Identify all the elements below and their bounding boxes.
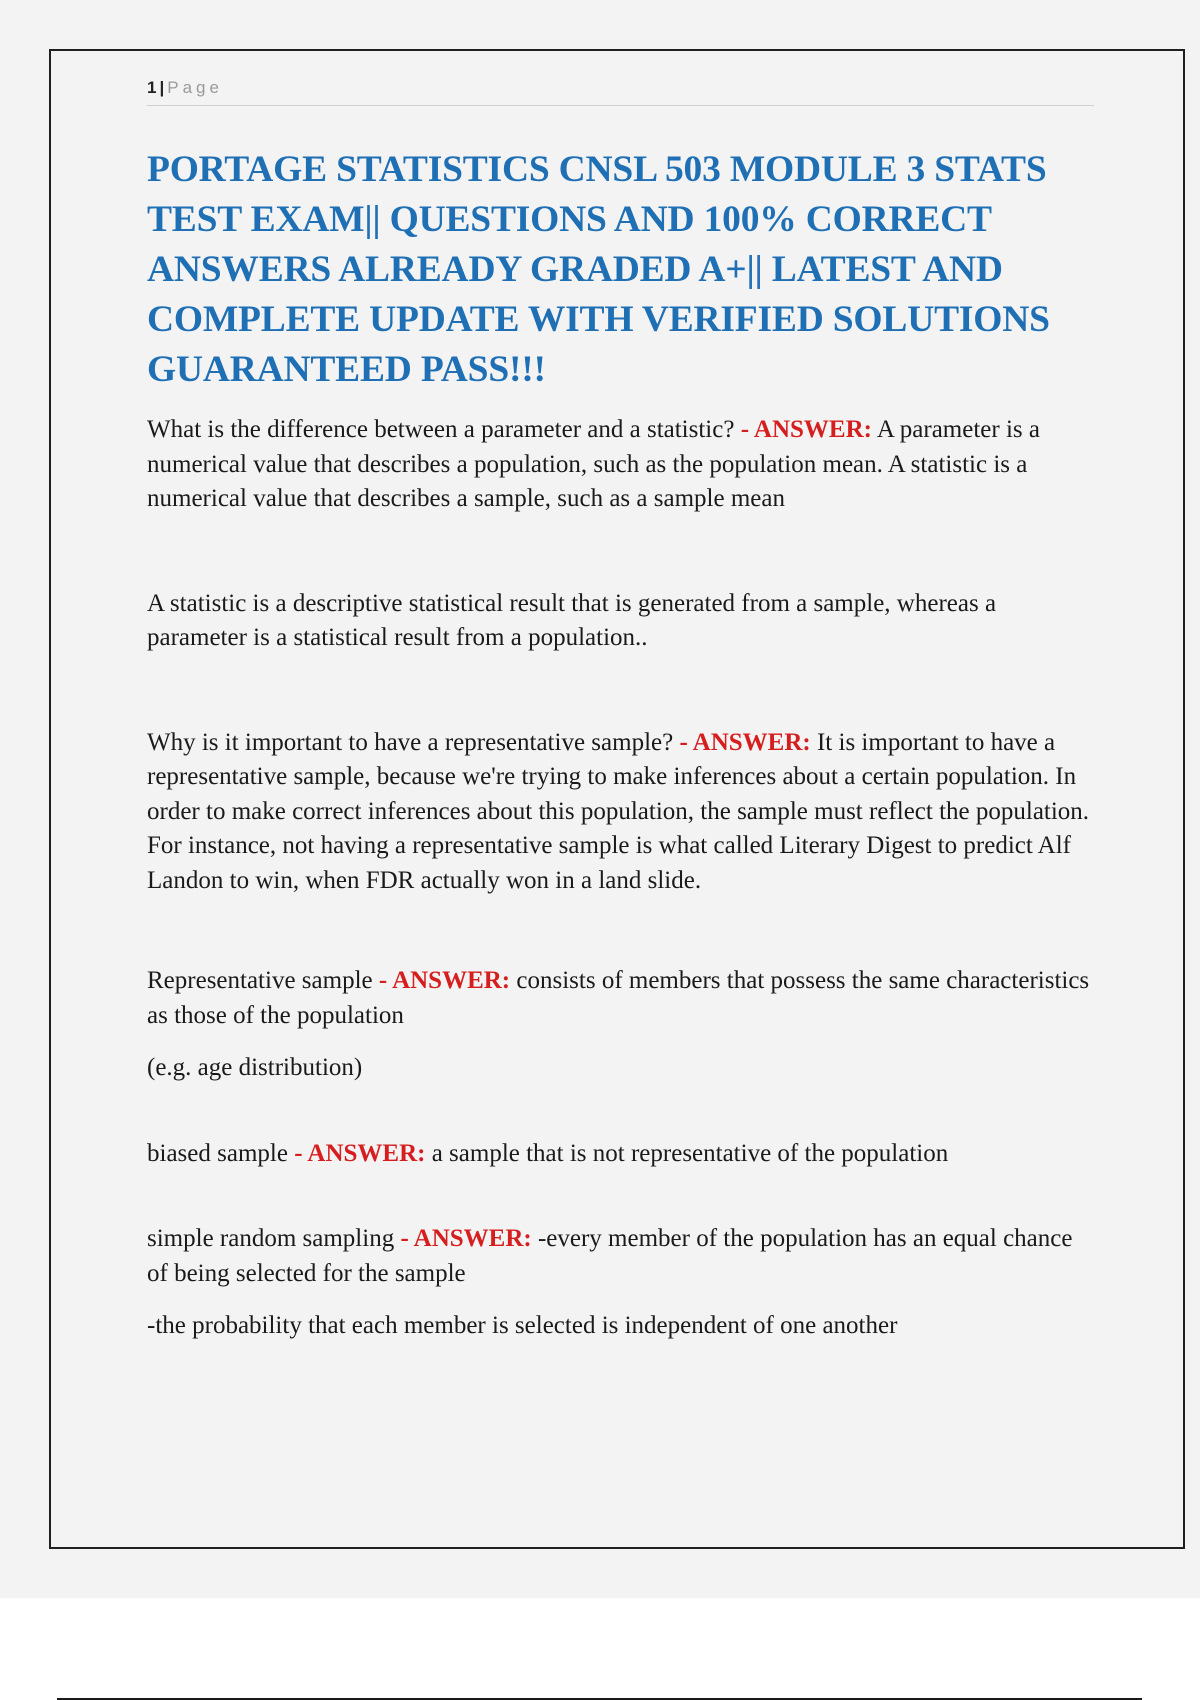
answer-text: consists of members that possess the same characteristics as those of the population — [147, 967, 1090, 1029]
answer-label: - ANSWER: — [294, 1139, 426, 1167]
answer-label: - ANSWER: — [679, 728, 811, 756]
answer-label: - ANSWER: — [400, 1225, 532, 1252]
document-page — [49, 49, 1185, 1549]
answer-label: - ANSWER: — [378, 967, 511, 994]
question-text: biased sample — [147, 1139, 288, 1167]
qa-item-2 — [147, 726, 1097, 899]
question-text: Why is it important to have a representative sample? — [147, 728, 674, 756]
question-text: simple random sampling — [147, 1225, 395, 1252]
qa-item-4 — [147, 1137, 1097, 1172]
answer-extra: (e.g. age distribution) — [147, 1054, 363, 1081]
document-title: PORTAGE STATISTICS CNSL 503 MODULE 3 STATS TEST EXAM|| QUESTIONS AND 100% CORRECT ANSWERS ALREADY GRADED A+|| LATEST AND COMPLETE UPDATE WITH VERIFIED SOLUTIONS GUARANTEED PASS!!! — [147, 149, 1050, 390]
document-content — [147, 145, 1097, 1344]
question-text: Representative sample — [147, 967, 373, 994]
standalone-paragraph: A statistic is a descriptive statistical result that is generated from a sample, whereas a parameter is a statistical result from a population.. — [147, 589, 997, 651]
page-header — [147, 75, 1094, 106]
answer-text: -every member of the population has an equal chance of being selected for the sample — [147, 1225, 1073, 1287]
question-text: What is the difference between a parameter and a statistic? — [147, 416, 735, 443]
answer-text: A parameter is a numerical value that describes a population, such as the population mean. A statistic is a numerical value that describes a sample, such as a sample mean — [147, 416, 1040, 512]
answer-text: It is important to have a representative sample, because we're trying to make inferences about a certain population. In order to make correct inferences about this population, the sample must reflect the population. For instance, not having a representative sample is what called Literary Digest to predict Alf Landon to win, when FDR actually won in a land slide. — [147, 728, 1090, 894]
answer-label: - ANSWER: — [740, 416, 872, 443]
qa-item-5 — [147, 1222, 1097, 1291]
answer-text: a sample that is not representative of the population — [431, 1139, 949, 1167]
page-number: 1 — [147, 78, 157, 97]
page-label: Page — [167, 78, 223, 97]
answer-extra: -the probability that each member is selected is independent of one another — [147, 1312, 898, 1339]
qa-item-3 — [147, 964, 1097, 1033]
qa-item-1 — [147, 413, 1097, 517]
header-separator: | — [159, 78, 165, 97]
